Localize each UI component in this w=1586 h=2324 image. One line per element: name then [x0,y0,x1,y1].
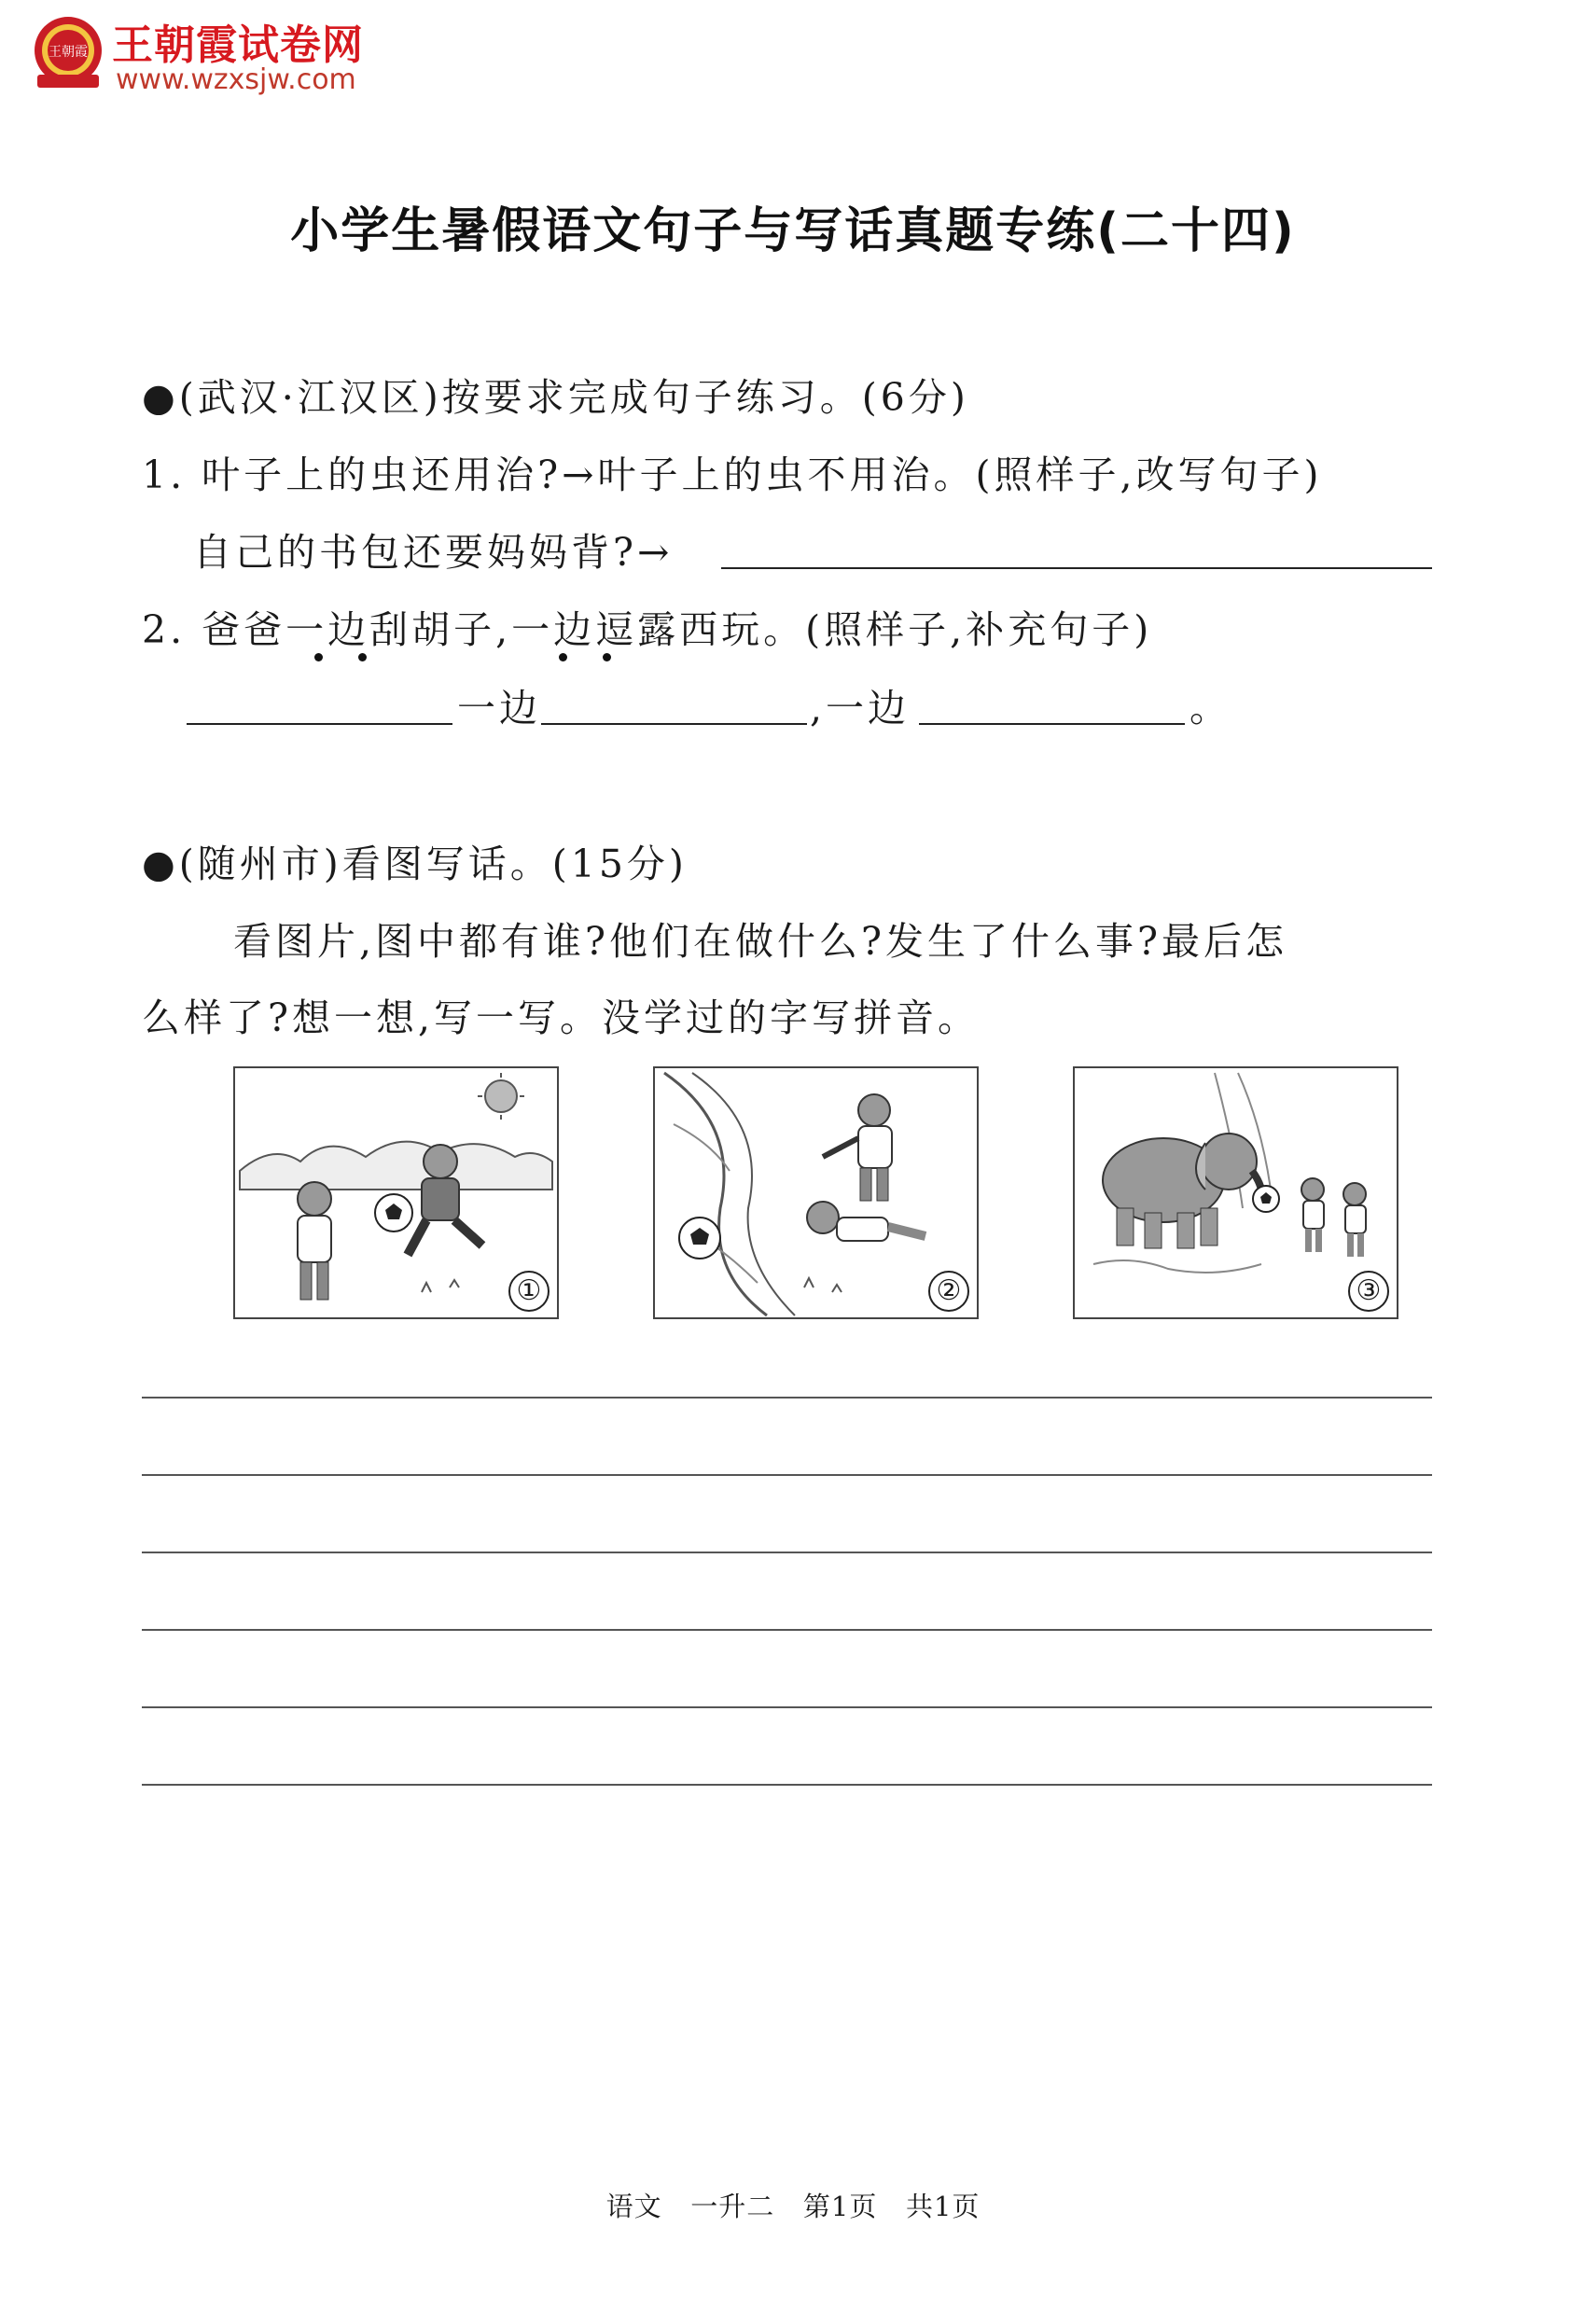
monkeys-playing-soccer-illustration [235,1068,557,1317]
picture-3 [1073,1066,1398,1319]
svg-text:王朝霞: 王朝霞 [49,45,88,60]
emphasis-dot [314,653,323,661]
writing-line[interactable] [142,1784,1432,1786]
writing-line[interactable] [142,1706,1432,1708]
writing-prompt-line1: 看图片,图中都有谁?他们在做什么?发生了什么事?最后怎 [233,919,1287,964]
picture-number: ② [928,1271,969,1312]
writing-line[interactable] [142,1552,1432,1553]
emphasis-dot [559,653,567,661]
q2-end-mark: 。 [1190,686,1231,731]
q2-connector-2: ,一边 [810,686,911,731]
q1-answer-blank[interactable] [721,567,1432,569]
monkey-fallen-ball-in-tree-illustration [655,1068,977,1317]
picture-number: ① [508,1271,550,1312]
q1-prompt: 1. 叶子上的虫还用治?→叶子上的虫不用治。(照样子,改写句子) [142,452,1323,497]
seal-icon [28,11,108,95]
emphasis-dot [358,653,367,661]
brand-name: 王朝霞试卷网 [112,21,364,69]
q2-connector-1: 一边 [457,686,541,731]
picture-2 [653,1066,979,1319]
writing-line[interactable] [142,1629,1432,1631]
brand-url: www.wzxsjw.com [116,63,356,96]
writing-prompt-line2: 么样了?想一想,写一写。没学过的字写拼音。 [142,995,981,1040]
page-title: 小学生暑假语文句子与写话真题专练(二十四) [290,203,1296,259]
q2-blank-action-2[interactable] [919,723,1185,725]
q2-blank-action-1[interactable] [541,723,807,725]
section1-heading: ●(武汉·江汉区)按要求完成句子练习。(6分) [142,375,969,420]
writing-line[interactable] [142,1397,1432,1399]
section2-heading: ●(随州市)看图写话。(15分) [142,842,688,886]
q2-prompt: 2. 爸爸一边刮胡子,一边逗露西玩。(照样子,补充句子) [142,607,1153,652]
emphasis-dot [603,653,611,661]
picture-1 [233,1066,559,1319]
page-footer: 语文 一升二 第1页 共1页 [605,2191,981,2222]
q1-sentence: 自己的书包还要妈妈背?→ [193,530,674,575]
writing-line[interactable] [142,1474,1432,1476]
q2-blank-subject[interactable] [187,723,452,725]
elephant-returns-ball-illustration [1075,1068,1397,1317]
picture-number: ③ [1348,1271,1389,1312]
